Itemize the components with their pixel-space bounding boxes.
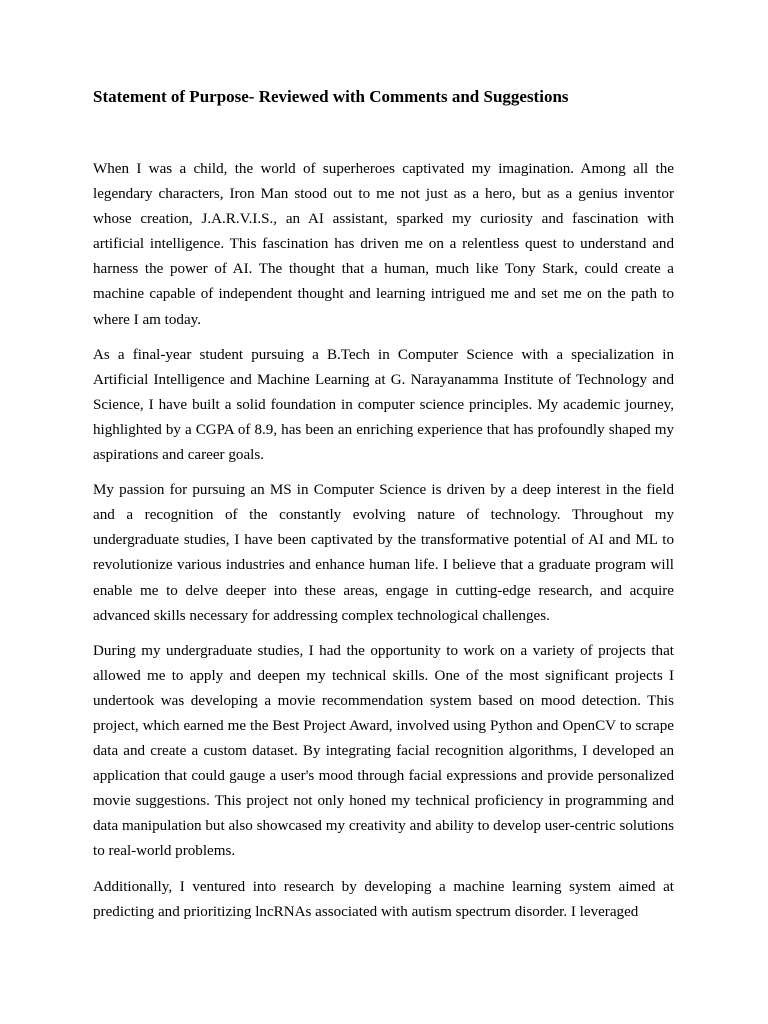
document-body (93, 157, 674, 935)
paragraph-research: Additionally, I ventured into research by developing a machine learning system aimed at predicting and prioritizing lncRNAs associated with autism spectrum disorder. I leveraged (93, 878, 674, 920)
paragraph-academic-background: As a final-year student pursuing a B.Tech in Computer Science with a specialization in Artificial Intelligence and Machine Learning at G. Narayanamma Institute of Technology and Science, I have built a solid foundation in computer science principles. My academic journey, highlighted by a CGPA of 8.9, has been an enriching experience that has profoundly shaped my aspirations and career goals. (93, 346, 674, 464)
paragraph-childhood-inspiration: When I was a child, the world of superheroes captivated my imagination. Among all the legendary characters, Iron Man stood out to me not just as a hero, but as a genius inventor whose creation, J.A.R.V.I.S., an AI assistant, sparked my curiosity and fascination with artificial intelligence. This fascination has driven me on a relentless quest to understand and harness the power of AI. The thought that a human, much like Tony Stark, could create a machine capable of independent thought and learning intrigued me and set me on the path to where I am today. (93, 161, 674, 328)
document-title: Statement of Purpose- Reviewed with Comments and Suggestions (93, 87, 569, 106)
paragraph-motivation-ms: My passion for pursuing an MS in Computer Science is driven by a deep interest in the field and a recognition of the constantly evolving nature of technology. Throughout my undergraduate studies, I have been captivated by the transformative potential of AI and ML to revolutionize various industries and enhance human life. I believe that a graduate program will enable me to delve deeper into these areas, engage in cutting-edge research, and acquire advanced skills necessary for addressing complex technological challenges. (93, 482, 674, 624)
paragraph-projects: During my undergraduate studies, I had the opportunity to work on a variety of projects that allowed me to apply and deepen my technical skills. One of the most significant projects I undertook was developing a movie recommendation system based on mood detection. This project, which earned me the Best Project Award, involved using Python and OpenCV to scrape data and create a custom dataset. By integrating facial recognition algorithms, I developed an application that could gauge a user's mood through facial expressions and provide personalized movie suggestions. This project not only honed my technical proficiency in programming and data manipulation but also showcased my creativity and ability to develop user-centric solutions to real-world problems. (93, 642, 674, 860)
